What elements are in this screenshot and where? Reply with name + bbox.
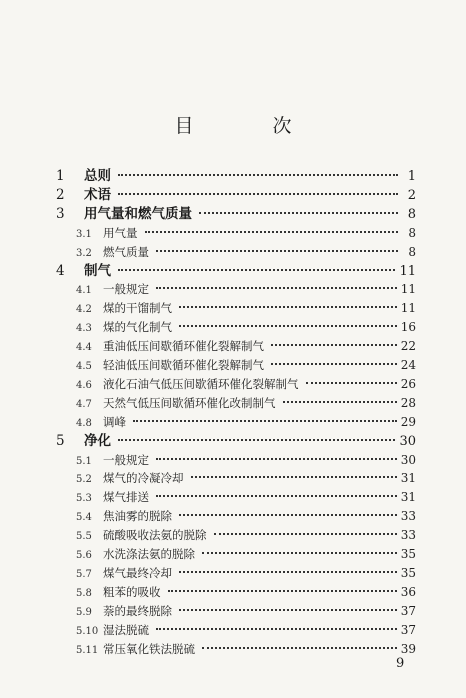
entry-page-number: 28 — [400, 395, 416, 410]
entry-number: 5.11 — [76, 644, 99, 656]
toc-section-entry — [76, 413, 416, 431]
entry-title: 制气 — [84, 262, 111, 279]
entry-title: 煤的干馏制气 — [103, 301, 172, 316]
entry-title: 煤的气化制气 — [103, 320, 172, 335]
entry-page-number: 33 — [400, 528, 416, 543]
entry-page-number: 37 — [400, 622, 416, 637]
dot-leader — [179, 513, 397, 516]
entry-page-number: 24 — [400, 358, 416, 372]
toc-section-entry — [76, 356, 416, 374]
entry-page-number: 35 — [400, 547, 416, 561]
dot-leader — [156, 286, 397, 289]
toc-chapter-entry — [56, 167, 416, 185]
toc-chapter-entry — [56, 262, 416, 280]
toc-section-entry — [76, 488, 416, 506]
entry-number: 5.7 — [76, 568, 92, 580]
entry-title: 调峰 — [103, 414, 126, 429]
entry-number: 4.8 — [76, 417, 92, 429]
entry-number: 4.7 — [76, 398, 92, 410]
dot-leader — [199, 211, 398, 214]
entry-number: 4.5 — [76, 361, 92, 372]
entry-page-number: 8 — [408, 244, 416, 259]
toc-section-entry — [76, 224, 416, 242]
toc-section-entry — [76, 394, 416, 412]
entry-page-number: 11 — [400, 282, 416, 297]
dot-leader — [202, 551, 397, 554]
dot-leader — [214, 532, 397, 535]
toc-chapter-entry — [56, 205, 416, 223]
entry-title: 湿法脱硫 — [103, 622, 149, 637]
entry-page-number: 39 — [400, 641, 416, 656]
toc-section-entry — [76, 621, 416, 639]
toc-section-entry — [76, 299, 416, 317]
entry-page-number: 37 — [400, 603, 416, 618]
entry-number: 5 — [56, 432, 65, 449]
entry-title: 煤气最终冷却 — [103, 565, 172, 580]
entry-page-number: 11 — [399, 263, 416, 279]
dot-leader — [202, 646, 397, 649]
dot-leader — [145, 230, 399, 233]
toc-section-entry — [76, 545, 416, 563]
entry-number: 4.4 — [76, 342, 92, 354]
entry-title: 用气量和燃气质量 — [84, 205, 192, 222]
entry-title: 总则 — [84, 168, 111, 184]
entry-title: 硫酸吸收法氨的脱除 — [103, 528, 207, 543]
entry-page-number: 36 — [400, 584, 416, 599]
entry-title: 焦油雾的脱除 — [103, 509, 172, 524]
entry-page-number: 33 — [400, 509, 416, 524]
dot-leader — [133, 419, 397, 422]
dot-leader — [179, 324, 397, 327]
dot-leader — [168, 589, 397, 592]
entry-number: 5.8 — [76, 587, 92, 599]
dot-leader — [118, 192, 398, 195]
entry-page-number: 11 — [400, 301, 416, 316]
entry-title: 水洗涤法氨的脱除 — [103, 547, 195, 561]
page-number: 9 — [396, 656, 405, 671]
toc-section-entry — [76, 451, 416, 469]
entry-number: 5.4 — [76, 512, 92, 524]
entry-number: 4.1 — [76, 285, 92, 297]
entry-number: 4.2 — [76, 304, 92, 316]
entry-number: 5.6 — [76, 550, 92, 561]
entry-title: 一般规定 — [103, 452, 149, 467]
toc-section-entry — [76, 602, 416, 620]
dot-leader — [271, 343, 397, 346]
entry-page-number: 1 — [407, 169, 416, 184]
dot-leader — [118, 173, 398, 176]
dot-leader — [156, 627, 397, 630]
toc-section-entry — [76, 507, 416, 525]
entry-number: 3.1 — [76, 228, 92, 240]
dot-leader — [271, 362, 397, 365]
toc-chapter-entry — [56, 186, 416, 204]
dot-leader — [156, 249, 398, 252]
entry-title: 重油低压间歇循环催化裂解制气 — [103, 339, 264, 354]
entry-page-number: 30 — [400, 452, 416, 467]
entry-number: 5.1 — [76, 455, 92, 467]
toc-chapter-entry — [56, 432, 416, 450]
entry-page-number: 8 — [407, 206, 416, 222]
entry-title: 煤气的冷凝冷却 — [103, 471, 184, 486]
entry-title: 天然气低压间歇循环催化改制制气 — [103, 395, 276, 410]
dot-leader — [306, 381, 397, 384]
dot-leader — [191, 475, 397, 478]
dot-leader — [179, 305, 397, 308]
entry-title: 一般规定 — [103, 282, 149, 297]
toc-section-entry — [76, 280, 416, 298]
dot-leader — [118, 438, 395, 441]
entry-number: 3.2 — [76, 247, 92, 259]
entry-number: 2 — [56, 186, 65, 203]
entry-page-number: 30 — [399, 433, 416, 449]
entry-title: 煤气排送 — [103, 490, 149, 505]
dot-leader — [156, 457, 397, 460]
entry-title: 净化 — [84, 432, 111, 449]
entry-page-number: 8 — [408, 225, 416, 240]
entry-number: 5.2 — [76, 474, 92, 486]
entry-page-number: 16 — [400, 320, 416, 335]
entry-title: 燃气质量 — [103, 244, 149, 259]
entry-page-number: 26 — [400, 376, 416, 391]
entry-number: 3 — [56, 205, 65, 222]
entry-title: 萘的最终脱除 — [103, 603, 172, 618]
toc-section-entry — [76, 375, 416, 393]
toc-section-entry — [76, 243, 416, 261]
dot-leader — [179, 608, 397, 611]
entry-title: 液化石油气低压间歇循环催化裂解制气 — [103, 376, 299, 391]
entry-number: 5.10 — [76, 625, 99, 637]
entry-number: 4 — [56, 262, 65, 279]
entry-number: 5.5 — [76, 531, 92, 543]
entry-number: 4.3 — [76, 323, 92, 335]
entry-title: 粗苯的吸收 — [103, 584, 161, 599]
entry-title: 常压氧化铁法脱硫 — [103, 641, 195, 656]
dot-leader — [118, 268, 395, 271]
page-title: 目 次 — [174, 115, 322, 137]
entry-page-number: 31 — [400, 471, 416, 486]
toc-section-entry — [76, 318, 416, 336]
entry-number: 5.3 — [76, 493, 92, 505]
entry-number: 5.9 — [76, 606, 92, 618]
toc-section-entry — [76, 564, 416, 582]
entry-page-number: 31 — [400, 490, 416, 505]
entry-page-number: 29 — [400, 414, 416, 429]
entry-page-number: 22 — [400, 339, 416, 354]
entry-title: 轻油低压间歇循环催化裂解制气 — [103, 358, 264, 372]
toc-section-entry — [76, 469, 416, 487]
toc-section-entry — [76, 526, 416, 544]
entry-number: 1 — [56, 168, 65, 184]
toc-section-entry — [76, 583, 416, 601]
dot-leader — [179, 570, 397, 573]
entry-title: 用气量 — [103, 225, 138, 240]
toc-section-entry — [76, 640, 416, 658]
entry-page-number: 35 — [400, 565, 416, 580]
dot-leader — [283, 400, 397, 403]
entry-number: 4.6 — [76, 379, 92, 391]
dot-leader — [156, 494, 397, 497]
entry-page-number: 2 — [407, 187, 416, 203]
entry-title: 术语 — [84, 186, 111, 203]
toc-section-entry — [76, 337, 416, 355]
